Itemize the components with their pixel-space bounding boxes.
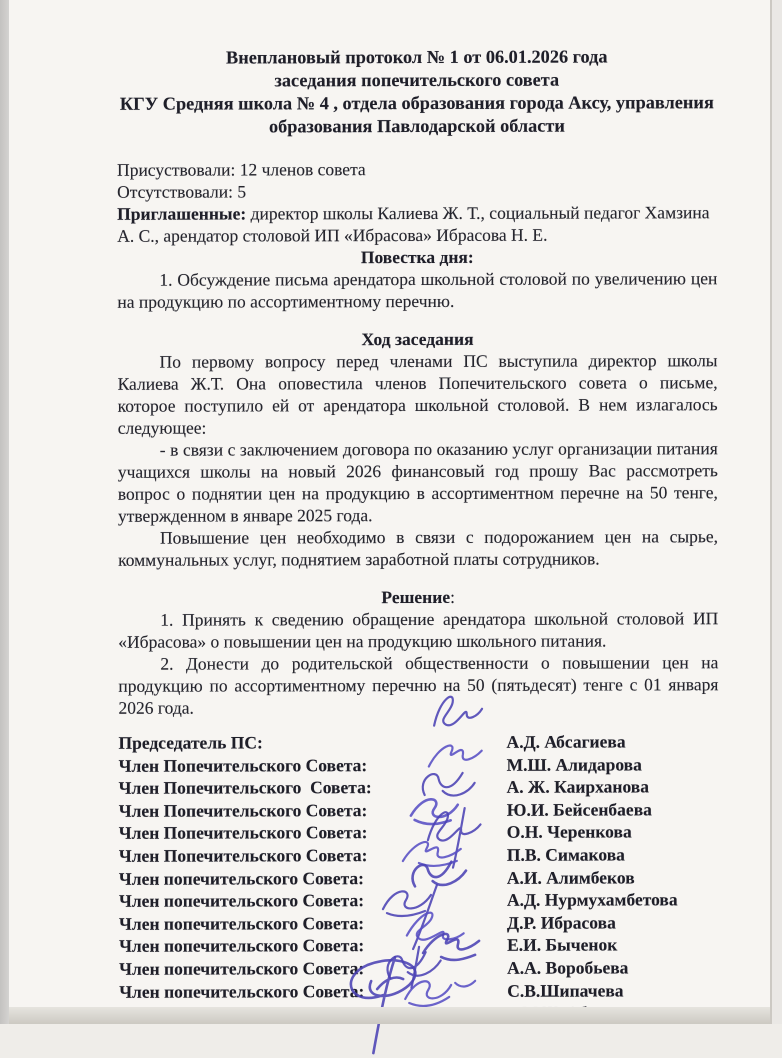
agenda-heading: Повестка дня: [360, 246, 474, 268]
signature-row [119, 979, 719, 1003]
signature-name: Д.Р. Ибрасова [506, 912, 616, 933]
title-line-3: КГУ Средняя школа № 4 , отдела образования города Аксу, управления [119, 92, 714, 114]
attendance-absent-line: Отсутствовали: 5 [117, 181, 247, 202]
decision-item-1: 1. Принять к сведению обращение арендатора школьной столовой ИП «Ибрасова» о повышении цен на продукцию школьного питания. [118, 608, 719, 652]
scan-right-edge [770, 0, 782, 1024]
decision-heading-word: Решение [381, 586, 451, 608]
decision-item-2: 2. Донести до родительской общественности о повышении цен на продукцию по ассортиментному перечню на 50 (пятьдесят) тенге с 01 января 2026 года. [118, 652, 719, 718]
signature-row [119, 866, 719, 890]
attendance-invited-line [117, 201, 717, 247]
signature-row [119, 730, 719, 754]
title-line-1: Внеплановый протокол № 1 от 06.01.2026 года [225, 46, 608, 68]
signature-name: П.В. Симакова [506, 844, 625, 865]
signature-row [119, 775, 719, 799]
signature-row [119, 843, 719, 867]
signature-role: Член Попечительского Совета: [118, 754, 368, 776]
proceedings-heading: Ход заседания [361, 328, 474, 350]
document-title [117, 45, 717, 139]
document-content [117, 45, 720, 1025]
signature-role: Член Попечительского Совета: [118, 799, 368, 821]
signature-name: А. Ж. Каирханова [506, 776, 650, 797]
document-page [9, 0, 772, 1024]
signature-name: Ю.И. Бейсенбаева [506, 799, 652, 820]
signature-role: Член Попечительского Совета: [118, 822, 368, 844]
signature-row [119, 888, 719, 912]
signature-row [119, 798, 719, 822]
signature-name: Е.И. Быченок [507, 934, 618, 956]
title-line-4: образования Павлодарской области [268, 115, 565, 137]
signature-row [119, 956, 719, 980]
signature-name: А.А. Воробьева [507, 957, 629, 978]
invited-text: директор школы Калиева Ж. Т., социальный педагог Хамзина А. С., арендатор столовой ИП «Ибрасова» Ибрасова Н. Е. [117, 202, 710, 246]
signature-role: Член Попечительского Совета: [118, 845, 368, 866]
decision-heading [118, 585, 718, 609]
proceedings-paragraph-1: По первому вопросу перед членами ПС выступила директор школы Калиева Ж.Т. Она оповестила членов Попечительского совета о письме, которое поступило ей от арендатора школьной столовой. В нем излагалось следующее: [117, 350, 718, 438]
agenda-item-1: 1. Обсуждение письма арендатора школьной столовой по увеличению цен на продукцию по ассортиментному перечню. [117, 268, 718, 312]
signature-role: Член Попечительского Совета: [118, 777, 372, 798]
proceedings-paragraph-2: - в связи с заключением договора по оказанию услуг организации питания учащихся школы на новый 2026 финансовый год прошу Вас рассмотреть вопрос о поднятии цен на продукцию в ассортиментном перечне на 50 тенге, утвержденном в январе 2025 года. [117, 438, 718, 526]
signature-role: Член попечительского Совета: [119, 935, 365, 957]
signature-role: Член попечительского Совета: [119, 980, 365, 1002]
signature-name: А.Д. Нурмухамбетова [506, 889, 678, 910]
scan-left-edge [0, 0, 9, 1024]
signature-name: О.Н. Черенкова [506, 821, 632, 843]
signature-role: Член попечительского Совета: [118, 867, 365, 889]
title-line-2: заседания попечительского совета [274, 69, 560, 91]
signature-name: М.Ш. Алидарова [506, 754, 642, 775]
signature-role: Член попечительского Совета: [119, 958, 365, 979]
spacer [118, 569, 718, 587]
signature-block [119, 730, 720, 1025]
invited-label: Приглашенные: [117, 203, 247, 224]
attendance-present-line: Присуствовали: 12 членов совета [117, 159, 366, 180]
proceedings-paragraph-3: Повышение цен необходимо в связи с подорожанием цен на сырье, коммунальных услуг, поднятием заработной платы сотрудников. [118, 526, 719, 570]
spacer [117, 311, 717, 329]
signature-role: Председатель ПС: [118, 732, 263, 753]
signature-role: Член попечительского Совета: [118, 912, 365, 934]
signature-row [119, 753, 719, 777]
scan-bottom-edge [0, 1007, 782, 1024]
decision-heading-colon: : [450, 586, 455, 607]
signature-name: А.И. Алимбеков [506, 866, 635, 888]
signature-role: Член попечительского Совета: [118, 890, 365, 911]
signature-row [119, 934, 719, 958]
signature-name: С.В.Шипачева [507, 979, 624, 1001]
signature-row [119, 911, 719, 935]
signature-name: А.Д. Абсагиева [506, 731, 626, 752]
signature-row [119, 821, 719, 845]
